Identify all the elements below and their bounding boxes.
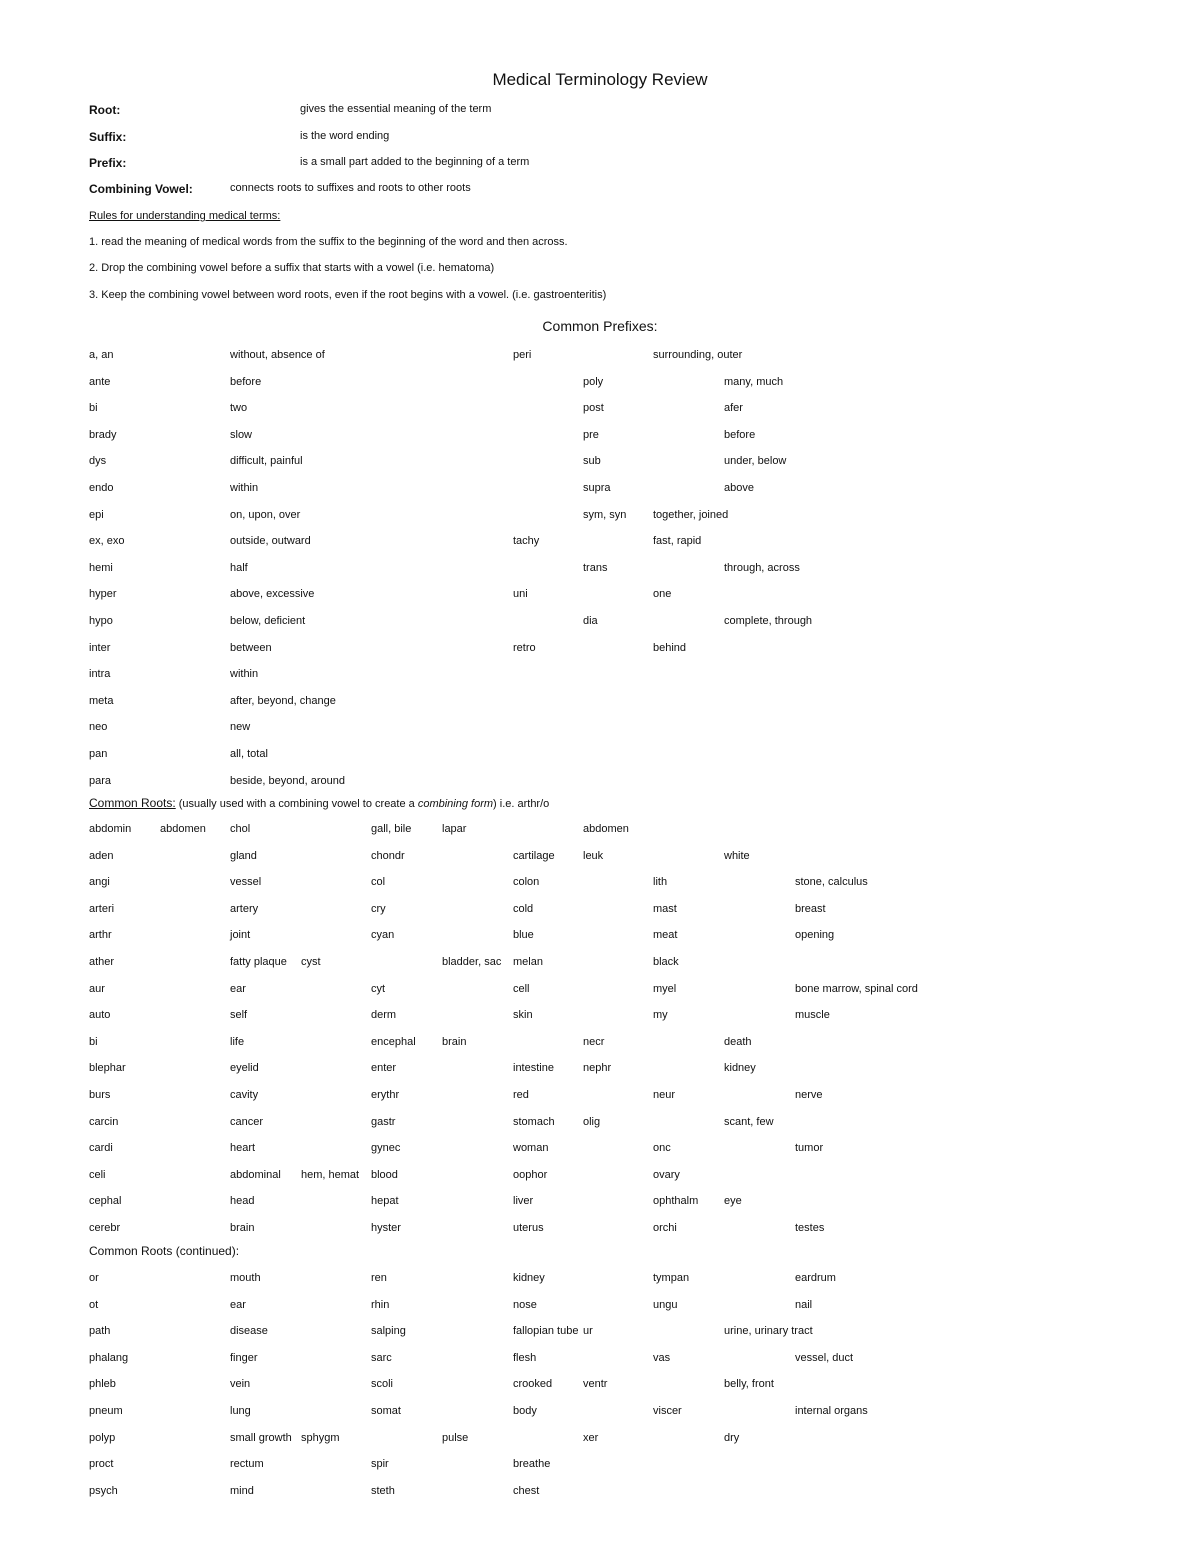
table-cell: psych bbox=[89, 1484, 118, 1497]
table-cell: celi bbox=[89, 1168, 106, 1181]
root-row bbox=[0, 983, 1200, 1001]
table-cell: chol bbox=[230, 823, 251, 835]
table-cell: vein bbox=[230, 1378, 251, 1391]
table-cell: tachy bbox=[513, 535, 540, 548]
table-cell: dia bbox=[583, 615, 598, 627]
table-cell: gland bbox=[230, 849, 257, 862]
table-cell: all, total bbox=[230, 748, 268, 760]
prefix-row bbox=[0, 721, 1200, 739]
table-cell: ur bbox=[583, 1325, 593, 1338]
table-cell: internal organs bbox=[795, 1405, 868, 1417]
root-row bbox=[0, 876, 1200, 894]
table-cell: hyper bbox=[89, 588, 117, 601]
root-row bbox=[0, 1036, 1200, 1054]
table-cell: cyan bbox=[371, 929, 395, 942]
prefix-row bbox=[0, 748, 1200, 766]
table-cell: lith bbox=[653, 876, 668, 889]
table-cell: cyst bbox=[301, 956, 321, 968]
rule-item: 3. Keep the combining vowel between word roots, even if the root begins with a vowel. (i.e. gastroenteritis) bbox=[89, 289, 607, 301]
roots-heading bbox=[89, 796, 549, 810]
table-cell: phalang bbox=[89, 1351, 129, 1364]
table-cell: ungu bbox=[653, 1298, 678, 1311]
table-cell: cardi bbox=[89, 1142, 113, 1155]
table-cell: myel bbox=[653, 982, 677, 995]
prefix-row bbox=[0, 615, 1200, 633]
table-cell: hemi bbox=[89, 561, 113, 574]
table-cell: urine, urinary tract bbox=[724, 1325, 813, 1338]
table-cell: below, deficient bbox=[230, 615, 306, 627]
table-cell: melan bbox=[513, 956, 543, 968]
table-cell: hem, hemat bbox=[301, 1168, 360, 1181]
root-row bbox=[0, 929, 1200, 947]
table-cell: tumor bbox=[795, 1142, 824, 1155]
rule-item: 1. read the meaning of medical words from the suffix to the beginning of the word and then across. bbox=[89, 236, 568, 248]
prefix-row bbox=[0, 482, 1200, 500]
table-cell: mind bbox=[230, 1484, 254, 1497]
rules-heading: Rules for understanding medical terms: bbox=[89, 210, 281, 222]
table-cell: crooked bbox=[513, 1378, 553, 1391]
table-cell: angi bbox=[89, 876, 110, 889]
table-cell: polyp bbox=[89, 1431, 116, 1444]
table-cell: red bbox=[513, 1089, 529, 1101]
table-cell: new bbox=[230, 721, 251, 734]
table-cell: bi bbox=[89, 402, 98, 415]
table-cell: neo bbox=[89, 721, 108, 734]
table-cell: fallopian tube bbox=[513, 1325, 579, 1338]
table-cell: abdominal bbox=[230, 1168, 281, 1181]
table-cell: blood bbox=[371, 1168, 398, 1181]
table-cell: blephar bbox=[89, 1062, 126, 1075]
table-cell: inter bbox=[89, 641, 111, 654]
roots-continued-heading: Common Roots (continued): bbox=[89, 1244, 240, 1258]
table-cell: post bbox=[583, 402, 604, 415]
table-cell: a, an bbox=[89, 349, 114, 361]
table-cell: ather bbox=[89, 956, 115, 968]
table-cell: vessel bbox=[230, 876, 262, 889]
table-cell: one bbox=[653, 588, 672, 601]
table-cell: stone, calculus bbox=[795, 876, 868, 889]
table-cell: scant, few bbox=[724, 1115, 774, 1128]
table-cell: liver bbox=[513, 1195, 534, 1208]
table-cell: before bbox=[230, 375, 262, 388]
table-cell: cell bbox=[513, 982, 530, 995]
table-cell: death bbox=[724, 1035, 752, 1048]
root-row bbox=[0, 1169, 1200, 1187]
definition-text: connects roots to suffixes and roots to other roots bbox=[230, 182, 471, 194]
table-cell: eye bbox=[724, 1195, 742, 1208]
table-cell: disease bbox=[230, 1325, 268, 1338]
table-cell: together, joined bbox=[653, 508, 729, 521]
table-cell: kidney bbox=[513, 1272, 545, 1284]
table-cell: complete, through bbox=[724, 615, 813, 627]
table-cell: difficult, painful bbox=[230, 455, 303, 468]
table-cell: arteri bbox=[89, 902, 115, 915]
table-cell: cephal bbox=[89, 1195, 122, 1208]
roots-heading-text-end: ) i.e. arthr/o bbox=[493, 798, 550, 810]
table-cell: intestine bbox=[513, 1062, 554, 1075]
table-cell: cartilage bbox=[513, 849, 555, 862]
prefix-row bbox=[0, 588, 1200, 606]
table-cell: orchi bbox=[653, 1222, 677, 1234]
table-cell: sym, syn bbox=[583, 508, 627, 521]
table-cell: white bbox=[724, 849, 750, 862]
table-cell: self bbox=[230, 1009, 248, 1022]
table-cell: under, below bbox=[724, 455, 787, 468]
table-cell: on, upon, over bbox=[230, 508, 301, 521]
prefix-row bbox=[0, 376, 1200, 394]
table-cell: dys bbox=[89, 455, 107, 468]
table-cell: cry bbox=[371, 902, 386, 915]
table-cell: ren bbox=[371, 1272, 387, 1284]
table-cell: derm bbox=[371, 1009, 397, 1022]
table-cell: ante bbox=[89, 375, 111, 388]
table-cell: mast bbox=[653, 902, 677, 915]
rule-item: 2. Drop the combining vowel before a suffix that starts with a vowel (i.e. hematoma) bbox=[89, 262, 495, 274]
table-cell: hypo bbox=[89, 615, 113, 627]
root-row bbox=[0, 956, 1200, 974]
table-cell: pre bbox=[583, 428, 599, 441]
table-cell: fast, rapid bbox=[653, 535, 702, 548]
prefix-row bbox=[0, 668, 1200, 686]
table-cell: muscle bbox=[795, 1009, 830, 1022]
definition-term: Prefix: bbox=[89, 156, 127, 170]
table-cell: para bbox=[89, 774, 112, 787]
table-cell: outside, outward bbox=[230, 535, 311, 548]
table-cell: meat bbox=[653, 929, 678, 942]
prefixes-heading: Common Prefixes: bbox=[542, 318, 658, 334]
table-cell: uni bbox=[513, 588, 528, 601]
root-row bbox=[0, 823, 1200, 841]
table-cell: dry bbox=[724, 1431, 740, 1444]
table-cell: scoli bbox=[371, 1378, 394, 1391]
table-cell: heart bbox=[230, 1142, 256, 1155]
table-cell: above, excessive bbox=[230, 588, 315, 601]
table-cell: within bbox=[230, 482, 259, 494]
definition-term: Suffix: bbox=[89, 130, 127, 144]
table-cell: nose bbox=[513, 1298, 537, 1311]
table-cell: tympan bbox=[653, 1272, 690, 1284]
root-row bbox=[0, 1195, 1200, 1213]
table-cell: auto bbox=[89, 1009, 111, 1022]
table-cell: afer bbox=[724, 402, 743, 415]
table-cell: testes bbox=[795, 1222, 825, 1234]
root-row bbox=[0, 1089, 1200, 1107]
table-cell: viscer bbox=[653, 1405, 682, 1417]
root-row bbox=[0, 1009, 1200, 1027]
root-continued-row bbox=[0, 1432, 1200, 1450]
table-cell: cancer bbox=[230, 1115, 264, 1128]
table-cell: small growth bbox=[230, 1431, 292, 1444]
table-cell: salping bbox=[371, 1325, 406, 1338]
table-cell: sarc bbox=[371, 1351, 392, 1364]
table-cell: flesh bbox=[513, 1351, 537, 1364]
root-continued-row bbox=[0, 1272, 1200, 1290]
table-cell: vessel, duct bbox=[795, 1351, 854, 1364]
table-cell: within bbox=[230, 668, 259, 681]
table-cell: eyelid bbox=[230, 1062, 259, 1075]
root-row bbox=[0, 903, 1200, 921]
table-cell: half bbox=[230, 561, 248, 574]
root-continued-row bbox=[0, 1485, 1200, 1503]
table-cell: finger bbox=[230, 1351, 258, 1364]
table-cell: onc bbox=[653, 1142, 671, 1155]
table-cell: skin bbox=[513, 1009, 533, 1022]
table-cell: chest bbox=[513, 1484, 540, 1497]
table-cell: somat bbox=[371, 1405, 401, 1417]
table-cell: blue bbox=[513, 929, 534, 942]
table-cell: peri bbox=[513, 349, 532, 361]
prefix-row bbox=[0, 455, 1200, 473]
table-cell: sphygm bbox=[301, 1431, 340, 1444]
table-cell: beside, beyond, around bbox=[230, 774, 345, 787]
table-cell: breast bbox=[795, 902, 826, 915]
table-cell: necr bbox=[583, 1035, 605, 1048]
table-cell: bladder, sac bbox=[442, 956, 502, 968]
roots-heading-label: Common Roots: bbox=[89, 796, 176, 810]
table-cell: surrounding, outer bbox=[653, 349, 743, 361]
table-cell: before bbox=[724, 428, 756, 441]
table-cell: vas bbox=[653, 1351, 671, 1364]
table-cell: arthr bbox=[89, 929, 112, 942]
table-cell: neur bbox=[653, 1089, 676, 1101]
prefix-row bbox=[0, 535, 1200, 553]
table-cell: fatty plaque bbox=[230, 956, 287, 968]
root-row bbox=[0, 1116, 1200, 1134]
table-cell: kidney bbox=[724, 1062, 756, 1075]
table-cell: steth bbox=[371, 1484, 395, 1497]
table-cell: gall, bile bbox=[371, 823, 412, 835]
table-cell: abdomin bbox=[89, 823, 132, 835]
root-continued-row bbox=[0, 1405, 1200, 1423]
table-cell: through, across bbox=[724, 561, 800, 574]
table-cell: breathe bbox=[513, 1458, 551, 1471]
table-cell: bone marrow, spinal cord bbox=[795, 982, 918, 995]
table-cell: ex, exo bbox=[89, 535, 125, 548]
table-cell: body bbox=[513, 1405, 537, 1417]
prefix-row bbox=[0, 402, 1200, 420]
table-cell: nail bbox=[795, 1298, 813, 1311]
table-cell: leuk bbox=[583, 849, 604, 862]
table-cell: stomach bbox=[513, 1115, 555, 1128]
table-cell: ear bbox=[230, 1298, 246, 1311]
table-cell: col bbox=[371, 876, 386, 889]
table-cell: eardrum bbox=[795, 1272, 836, 1284]
table-cell: after, beyond, change bbox=[230, 694, 336, 707]
table-cell: joint bbox=[230, 929, 251, 942]
table-cell: many, much bbox=[724, 375, 784, 388]
table-cell: meta bbox=[89, 694, 114, 707]
table-cell: sub bbox=[583, 455, 601, 468]
table-cell: artery bbox=[230, 902, 259, 915]
table-cell: burs bbox=[89, 1089, 111, 1101]
table-cell: chondr bbox=[371, 849, 405, 862]
definition-term: Combining Vowel: bbox=[89, 182, 193, 196]
table-cell: hyster bbox=[371, 1222, 401, 1234]
table-cell: black bbox=[653, 956, 679, 968]
roots-heading-italic: combining form bbox=[417, 798, 494, 810]
prefix-row bbox=[0, 429, 1200, 447]
table-cell: trans bbox=[583, 561, 608, 574]
root-continued-row bbox=[0, 1352, 1200, 1370]
table-cell: nerve bbox=[795, 1089, 823, 1101]
table-cell: woman bbox=[513, 1142, 549, 1155]
table-cell: rhin bbox=[371, 1298, 390, 1311]
table-cell: proct bbox=[89, 1458, 114, 1471]
table-cell: cold bbox=[513, 902, 534, 915]
prefix-row bbox=[0, 695, 1200, 713]
table-cell: ophthalm bbox=[653, 1195, 699, 1208]
root-continued-row bbox=[0, 1458, 1200, 1476]
table-cell: pulse bbox=[442, 1431, 469, 1444]
table-cell: nephr bbox=[583, 1062, 612, 1075]
roots-heading-text: (usually used with a combining vowel to create a bbox=[175, 798, 418, 810]
definition-text: gives the essential meaning of the term bbox=[300, 103, 492, 115]
root-row bbox=[0, 1222, 1200, 1240]
table-cell: gastr bbox=[371, 1115, 396, 1128]
definition-text: is the word ending bbox=[300, 130, 390, 142]
root-row bbox=[0, 1062, 1200, 1080]
root-continued-row bbox=[0, 1325, 1200, 1343]
table-cell: aur bbox=[89, 982, 105, 995]
table-cell: my bbox=[653, 1009, 668, 1022]
table-cell: endo bbox=[89, 482, 114, 494]
table-cell: aden bbox=[89, 849, 114, 862]
table-cell: abdomen bbox=[160, 823, 206, 835]
table-cell: cyt bbox=[371, 982, 386, 995]
table-cell: without, absence of bbox=[230, 349, 325, 361]
table-cell: abdomen bbox=[583, 823, 629, 835]
table-cell: cavity bbox=[230, 1089, 259, 1101]
table-cell: lapar bbox=[442, 823, 467, 835]
root-row bbox=[0, 1142, 1200, 1160]
definition-text: is a small part added to the beginning of a term bbox=[300, 156, 530, 168]
table-cell: epi bbox=[89, 508, 104, 521]
table-cell: intra bbox=[89, 668, 111, 681]
table-cell: between bbox=[230, 641, 272, 654]
prefix-row bbox=[0, 562, 1200, 580]
table-cell: pan bbox=[89, 748, 108, 760]
table-cell: erythr bbox=[371, 1089, 400, 1101]
root-row bbox=[0, 850, 1200, 868]
table-cell: spir bbox=[371, 1458, 389, 1471]
table-cell: uterus bbox=[513, 1222, 544, 1234]
root-continued-row bbox=[0, 1378, 1200, 1396]
table-cell: encephal bbox=[371, 1035, 416, 1048]
table-cell: supra bbox=[583, 482, 611, 494]
table-cell: ot bbox=[89, 1298, 99, 1311]
table-cell: enter bbox=[371, 1062, 397, 1075]
definition-term: Root: bbox=[89, 103, 121, 117]
table-cell: or bbox=[89, 1272, 99, 1284]
table-cell: path bbox=[89, 1325, 111, 1338]
prefix-row bbox=[0, 509, 1200, 527]
table-cell: phleb bbox=[89, 1378, 116, 1391]
table-cell: poly bbox=[583, 375, 604, 388]
table-cell: life bbox=[230, 1035, 245, 1048]
table-cell: carcin bbox=[89, 1115, 119, 1128]
table-cell: ear bbox=[230, 982, 246, 995]
table-cell: cerebr bbox=[89, 1222, 121, 1234]
table-cell: ventr bbox=[583, 1378, 608, 1391]
prefix-row bbox=[0, 775, 1200, 793]
table-cell: behind bbox=[653, 641, 687, 654]
table-cell: mouth bbox=[230, 1272, 261, 1284]
table-cell: gynec bbox=[371, 1142, 401, 1155]
table-cell: xer bbox=[583, 1431, 599, 1444]
table-cell: brady bbox=[89, 428, 117, 441]
table-cell: olig bbox=[583, 1115, 601, 1128]
table-cell: slow bbox=[230, 428, 253, 441]
table-cell: rectum bbox=[230, 1458, 264, 1471]
table-cell: two bbox=[230, 402, 248, 415]
table-cell: lung bbox=[230, 1405, 251, 1417]
table-cell: brain bbox=[442, 1035, 467, 1048]
table-cell: bi bbox=[89, 1035, 98, 1048]
table-cell: retro bbox=[513, 641, 536, 654]
table-cell: head bbox=[230, 1195, 255, 1208]
table-cell: above bbox=[724, 482, 754, 494]
table-cell: brain bbox=[230, 1222, 255, 1234]
table-cell: ovary bbox=[653, 1168, 680, 1181]
prefix-row bbox=[0, 642, 1200, 660]
table-cell: opening bbox=[795, 929, 835, 942]
table-cell: oophor bbox=[513, 1168, 548, 1181]
table-cell: colon bbox=[513, 876, 540, 889]
table-cell: belly, front bbox=[724, 1378, 774, 1391]
root-continued-row bbox=[0, 1299, 1200, 1317]
page-title: Medical Terminology Review bbox=[492, 70, 708, 89]
prefix-row bbox=[0, 349, 1200, 367]
table-cell: hepat bbox=[371, 1195, 399, 1208]
table-cell: pneum bbox=[89, 1405, 123, 1417]
